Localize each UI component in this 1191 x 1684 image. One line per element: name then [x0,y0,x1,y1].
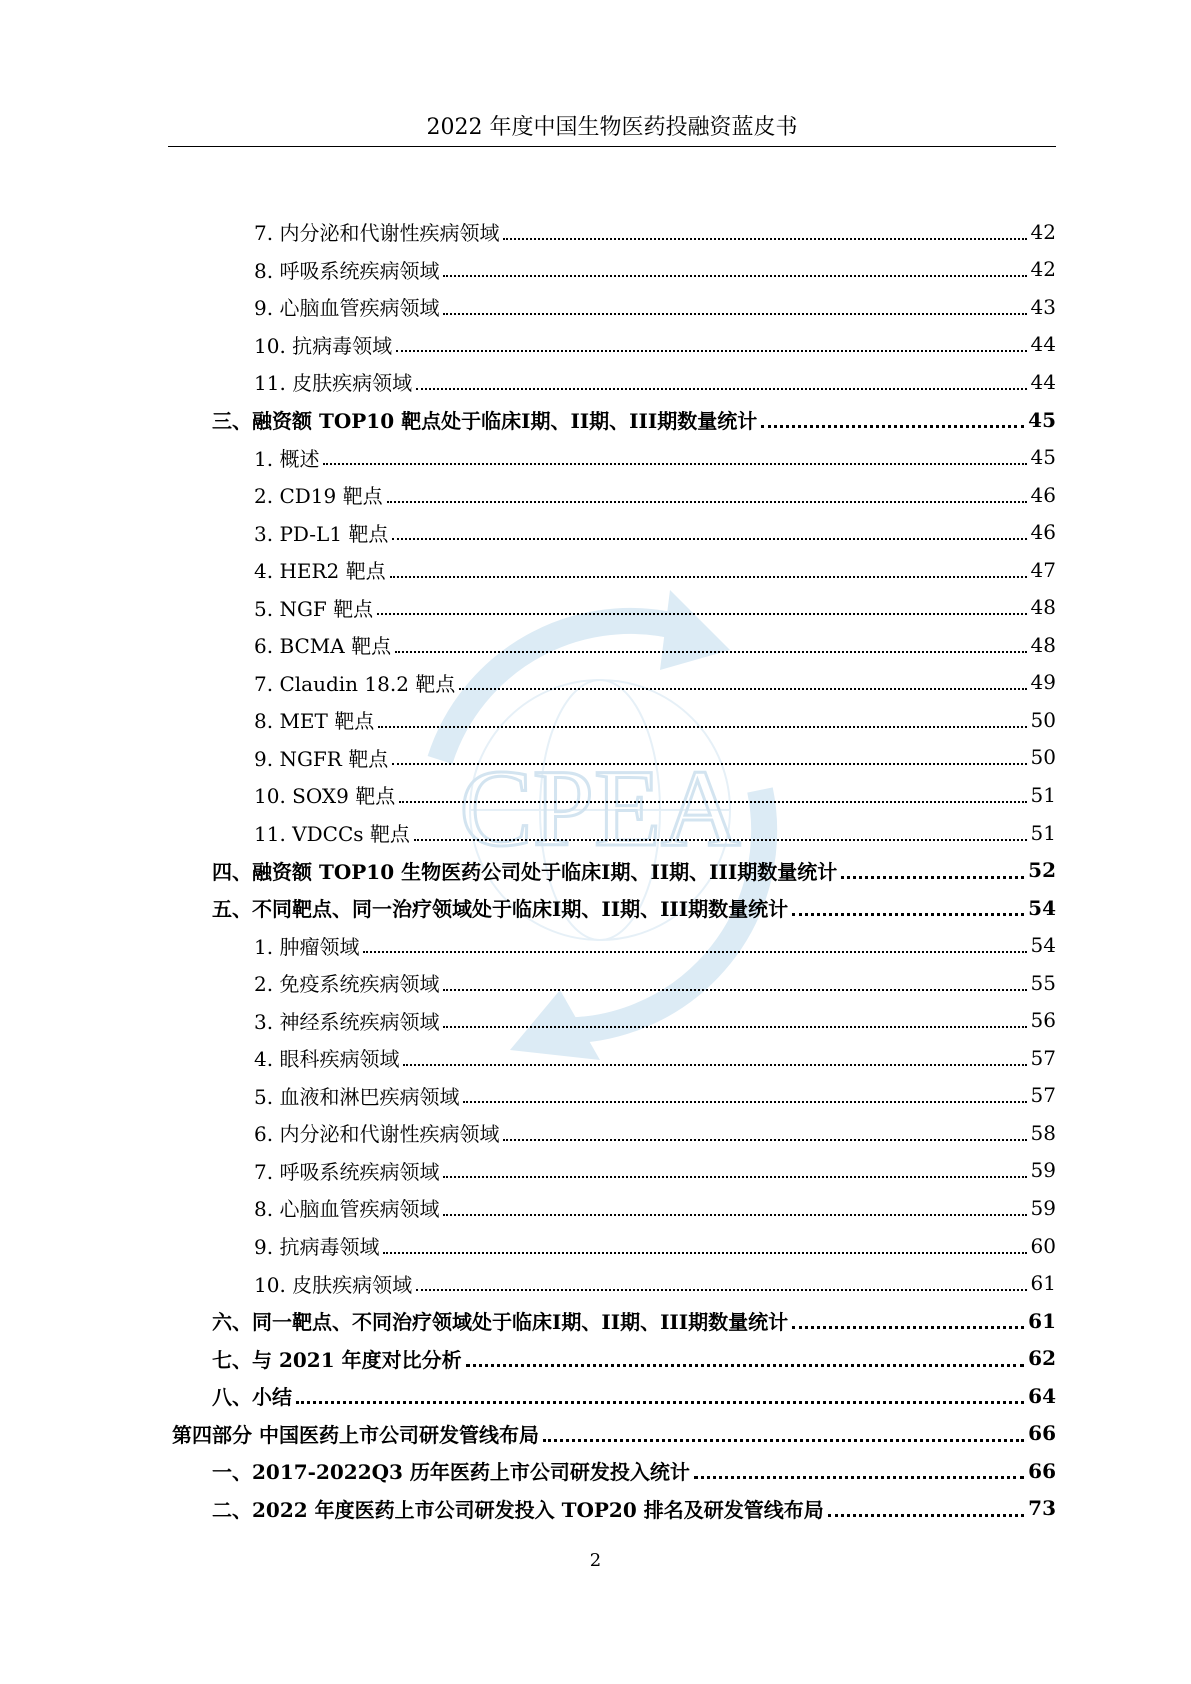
table-of-contents [168,213,1056,1527]
toc-dot-leader [390,576,1027,578]
toc-entry[interactable] [168,814,1056,852]
toc-entry-page: 57 [1030,1045,1056,1070]
toc-dot-leader [841,876,1024,879]
toc-entry[interactable] [168,588,1056,626]
toc-entry-page: 50 [1030,707,1056,732]
toc-dot-leader [761,425,1024,428]
toc-entry-title: 5. 血液和淋巴疾病领域 [254,1084,460,1109]
toc-entry[interactable] [168,551,1056,589]
toc-dot-leader [443,989,1026,991]
toc-entry[interactable] [168,851,1056,889]
toc-entry-title: 11. VDCCs 靶点 [254,822,410,847]
toc-entry[interactable] [168,889,1056,927]
toc-entry[interactable] [168,1415,1056,1453]
toc-dot-leader [399,801,1026,803]
page-number: 2 [589,1550,602,1571]
toc-dot-leader [503,238,1026,240]
toc-dot-leader [296,1401,1024,1404]
toc-dot-leader [403,1064,1026,1066]
toc-entry-title: 八、小结 [212,1385,292,1410]
toc-entry-title: 6. BCMA 靶点 [254,634,392,659]
toc-dot-leader [443,1026,1026,1028]
toc-entry-page: 66 [1028,1458,1056,1483]
toc-entry-page: 61 [1030,1271,1056,1296]
toc-entry-title: 4. 眼科疾病领域 [254,1047,400,1072]
toc-entry-title: 6. 内分泌和代谢性疾病领域 [254,1122,500,1147]
toc-entry-title: 二、2022 年度医药上市公司研发投入 TOP20 排名及研发管线布局 [212,1497,824,1522]
toc-dot-leader [443,313,1026,315]
toc-entry-title: 8. 呼吸系统疾病领域 [254,258,440,283]
toc-entry-title: 1. 肿瘤领域 [254,934,360,959]
toc-entry[interactable] [168,1339,1056,1377]
toc-entry-page: 46 [1030,520,1056,545]
toc-entry-title: 4. HER2 靶点 [254,559,386,584]
toc-entry-title: 8. MET 靶点 [254,709,375,734]
header-divider [168,146,1056,147]
toc-entry-page: 55 [1030,970,1056,995]
toc-entry-page: 48 [1030,595,1056,620]
toc-entry-page: 64 [1028,1383,1056,1408]
toc-entry-page: 73 [1028,1496,1056,1521]
toc-entry[interactable] [168,626,1056,664]
toc-entry[interactable] [168,1077,1056,1115]
toc-entry-page: 48 [1030,632,1056,657]
toc-dot-leader [416,1289,1026,1291]
toc-dot-leader [443,1214,1026,1216]
toc-dot-leader [694,1476,1024,1479]
toc-dot-leader [387,501,1027,503]
toc-entry[interactable] [168,701,1056,739]
toc-entry-page: 47 [1030,557,1056,582]
toc-entry[interactable] [168,513,1056,551]
toc-entry-title: 1. 概述 [254,446,320,471]
toc-entry-title: 七、与 2021 年度对比分析 [212,1347,462,1372]
toc-entry-title: 3. 神经系统疾病领域 [254,1009,440,1034]
toc-entry-page: 44 [1030,332,1056,357]
toc-entry[interactable] [168,1452,1056,1490]
toc-dot-leader [463,1101,1026,1103]
toc-entry-page: 51 [1030,820,1056,845]
page-header-title: 2022 年度中国生物医药投融资蓝皮书 [426,115,798,140]
toc-dot-leader [392,538,1026,540]
toc-entry[interactable] [168,1302,1056,1340]
toc-entry[interactable] [168,251,1056,289]
toc-entry[interactable] [168,1490,1056,1528]
toc-entry[interactable] [168,926,1056,964]
toc-dot-leader [792,913,1024,916]
toc-entry[interactable] [168,1039,1056,1077]
toc-entry-page: 62 [1028,1346,1056,1371]
toc-dot-leader [383,1252,1026,1254]
toc-dot-leader [396,350,1026,352]
toc-entry-page: 57 [1030,1083,1056,1108]
toc-dot-leader [828,1514,1024,1517]
toc-entry[interactable] [168,401,1056,439]
toc-dot-leader [443,275,1026,277]
toc-dot-leader [459,688,1026,690]
toc-entry-title: 10. 皮肤疾病领域 [254,1272,413,1297]
toc-entry[interactable] [168,964,1056,1002]
toc-entry-title: 7. 呼吸系统疾病领域 [254,1159,440,1184]
toc-entry-page: 54 [1030,933,1056,958]
toc-dot-leader [792,1326,1024,1329]
toc-entry-page: 42 [1030,257,1056,282]
toc-entry[interactable] [168,739,1056,777]
toc-entry-title: 第四部分 中国医药上市公司研发管线布局 [172,1422,539,1447]
toc-entry-page: 45 [1030,445,1056,470]
toc-entry-title: 7. 内分泌和代谢性疾病领域 [254,221,500,246]
toc-entry[interactable] [168,1377,1056,1415]
toc-entry-page: 56 [1030,1008,1056,1033]
toc-entry-page: 66 [1028,1421,1056,1446]
toc-entry-page: 54 [1028,895,1056,920]
toc-entry-page: 43 [1030,294,1056,319]
toc-entry-page: 44 [1030,369,1056,394]
toc-dot-leader [395,651,1026,653]
toc-dot-leader [377,613,1026,615]
toc-entry-title: 六、同一靶点、不同治疗领域处于临床I期、II期、III期数量统计 [212,1310,789,1335]
toc-dot-leader [323,463,1026,465]
toc-entry[interactable] [168,664,1056,702]
toc-entry-title: 2. 免疫系统疾病领域 [254,972,440,997]
toc-entry-page: 61 [1028,1308,1056,1333]
toc-entry-title: 3. PD-L1 靶点 [254,521,389,546]
toc-dot-leader [416,388,1026,390]
toc-entry-page: 52 [1028,858,1056,883]
toc-entry-title: 10. 抗病毒领域 [254,333,393,358]
toc-entry-page: 59 [1030,1158,1056,1183]
toc-entry-page: 58 [1030,1120,1056,1145]
toc-entry[interactable] [168,1227,1056,1265]
toc-entry-page: 45 [1028,407,1056,432]
toc-entry[interactable] [168,438,1056,476]
toc-entry-title: 11. 皮肤疾病领域 [254,371,413,396]
toc-entry-title: 四、融资额 TOP10 生物医药公司处于临床I期、II期、III期数量统计 [212,859,838,884]
toc-entry[interactable] [168,776,1056,814]
toc-entry-page: 51 [1030,782,1056,807]
toc-entry[interactable] [168,1264,1056,1302]
toc-dot-leader [378,726,1026,728]
toc-dot-leader [543,1439,1024,1442]
toc-entry[interactable] [168,288,1056,326]
toc-entry-title: 8. 心脑血管疾病领域 [254,1197,440,1222]
toc-dot-leader [466,1364,1025,1367]
toc-dot-leader [363,951,1026,953]
toc-entry[interactable] [168,363,1056,401]
toc-entry-title: 三、融资额 TOP10 靶点处于临床I期、II期、III期数量统计 [212,409,758,433]
toc-entry-title: 五、不同靶点、同一治疗领域处于临床I期、II期、III期数量统计 [212,897,789,922]
toc-entry-title: 2. CD19 靶点 [254,484,383,509]
toc-entry-title: 7. Claudin 18.2 靶点 [254,671,456,696]
toc-entry-page: 59 [1030,1195,1056,1220]
toc-entry-title: 9. 心脑血管疾病领域 [254,296,440,321]
toc-entry-title: 10. SOX9 靶点 [254,784,396,809]
toc-entry-title: 5. NGF 靶点 [254,596,374,621]
toc-entry[interactable] [168,1189,1056,1227]
toc-entry[interactable] [168,326,1056,364]
toc-entry-page: 50 [1030,745,1056,770]
toc-entry-title: 9. NGFR 靶点 [254,746,389,771]
toc-entry[interactable] [168,213,1056,251]
toc-entry-page: 46 [1030,482,1056,507]
toc-entry[interactable] [168,1001,1056,1039]
toc-entry-title: 一、2017-2022Q3 历年医药上市公司研发投入统计 [212,1460,690,1485]
toc-dot-leader [414,839,1027,841]
toc-entry-page: 49 [1030,670,1056,695]
watermark-text: CPEA [459,747,741,869]
toc-dot-leader [443,1176,1026,1178]
toc-entry-page: 42 [1030,219,1056,244]
toc-entry-page: 60 [1030,1233,1056,1258]
toc-entry[interactable] [168,476,1056,514]
toc-entry[interactable] [168,1152,1056,1190]
toc-dot-leader [392,763,1026,765]
toc-entry[interactable] [168,1114,1056,1152]
toc-entry-title: 9. 抗病毒领域 [254,1235,380,1260]
toc-dot-leader [503,1139,1026,1141]
